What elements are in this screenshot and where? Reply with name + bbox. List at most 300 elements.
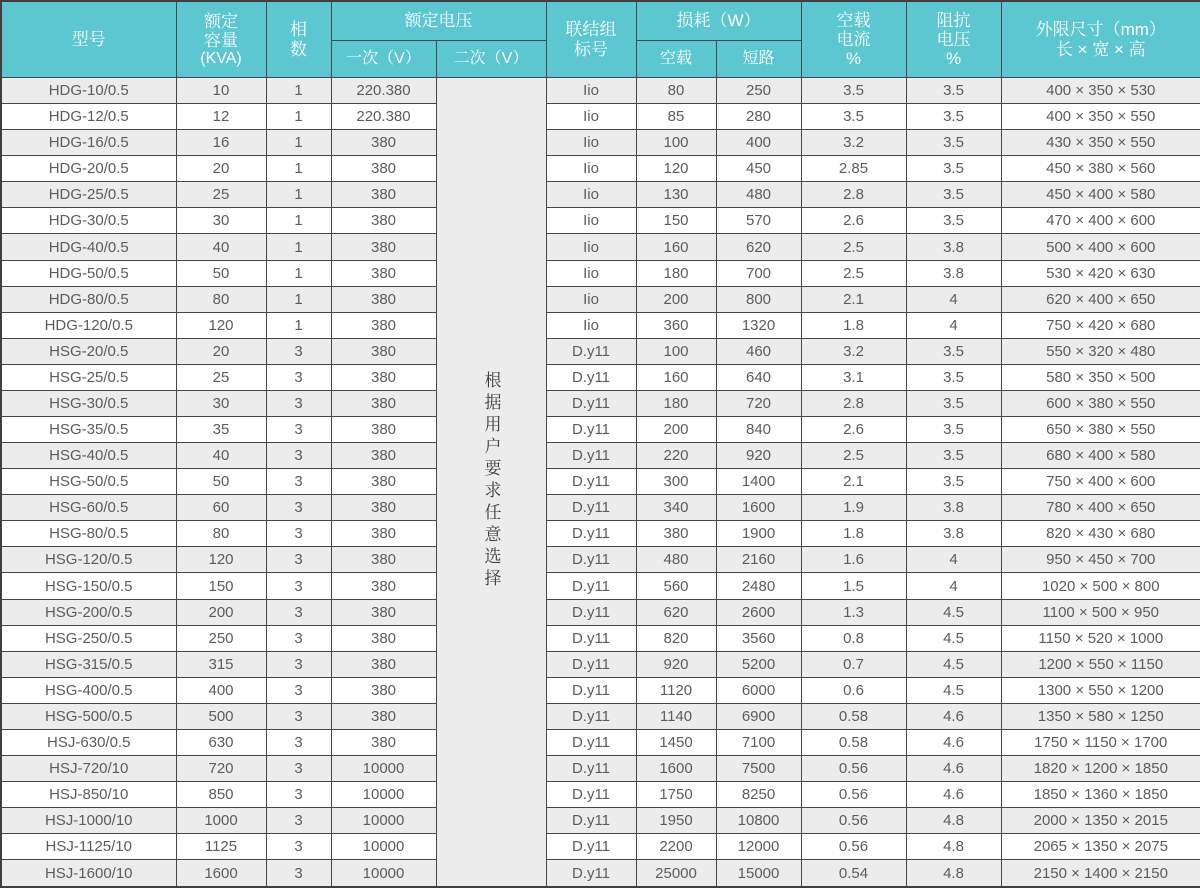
cell-primary: 380 [331, 312, 436, 338]
cell-primary: 380 [331, 260, 436, 286]
header-primary-voltage: 一次（V） [331, 41, 436, 78]
cell-model: HSG-60/0.5 [1, 495, 176, 521]
cell-phase: 3 [266, 417, 331, 443]
cell-model: HSG-40/0.5 [1, 443, 176, 469]
cell-impedance: 3.8 [906, 234, 1001, 260]
table-row [1, 312, 1200, 338]
cell-short: 7500 [716, 756, 801, 782]
cell-group: D.y11 [546, 651, 636, 677]
cell-phase: 3 [266, 573, 331, 599]
cell-short: 460 [716, 338, 801, 364]
cell-dims: 400 × 350 × 550 [1001, 104, 1200, 130]
cell-impedance: 4 [906, 573, 1001, 599]
cell-group: D.y11 [546, 599, 636, 625]
cell-group: D.y11 [546, 808, 636, 834]
cell-phase: 3 [266, 547, 331, 573]
cell-primary: 380 [331, 443, 436, 469]
cell-primary: 220.380 [331, 104, 436, 130]
cell-current: 0.7 [801, 651, 906, 677]
cell-noload: 920 [636, 651, 716, 677]
cell-primary: 380 [331, 338, 436, 364]
cell-primary: 380 [331, 234, 436, 260]
cell-phase: 1 [266, 78, 331, 104]
cell-short: 8250 [716, 782, 801, 808]
cell-dims: 950 × 450 × 700 [1001, 547, 1200, 573]
cell-kva: 200 [176, 599, 266, 625]
cell-kva: 25 [176, 182, 266, 208]
cell-primary: 380 [331, 625, 436, 651]
cell-short: 1900 [716, 521, 801, 547]
table-row [1, 234, 1200, 260]
cell-model: HSG-250/0.5 [1, 625, 176, 651]
cell-phase: 3 [266, 521, 331, 547]
table-row [1, 443, 1200, 469]
cell-current: 2.8 [801, 390, 906, 416]
cell-impedance: 3.8 [906, 521, 1001, 547]
cell-model: HSG-500/0.5 [1, 703, 176, 729]
cell-noload: 160 [636, 364, 716, 390]
cell-impedance: 3.5 [906, 469, 1001, 495]
cell-noload: 1450 [636, 729, 716, 755]
table-row [1, 130, 1200, 156]
cell-current: 3.2 [801, 130, 906, 156]
cell-noload: 560 [636, 573, 716, 599]
header-loss-short: 短路 [716, 41, 801, 78]
cell-noload: 1120 [636, 677, 716, 703]
cell-model: HDG-10/0.5 [1, 78, 176, 104]
cell-impedance: 4.8 [906, 834, 1001, 860]
cell-phase: 3 [266, 599, 331, 625]
cell-phase: 3 [266, 860, 331, 887]
cell-phase: 1 [266, 104, 331, 130]
cell-primary: 380 [331, 156, 436, 182]
cell-impedance: 4.5 [906, 625, 1001, 651]
cell-impedance: 4.5 [906, 677, 1001, 703]
cell-dims: 2000 × 1350 × 2015 [1001, 808, 1200, 834]
cell-group: D.y11 [546, 443, 636, 469]
cell-current: 1.8 [801, 521, 906, 547]
cell-current: 3.1 [801, 364, 906, 390]
secondary-voltage-note [436, 78, 546, 888]
cell-noload: 360 [636, 312, 716, 338]
cell-primary: 10000 [331, 834, 436, 860]
cell-kva: 35 [176, 417, 266, 443]
cell-model: HSG-25/0.5 [1, 364, 176, 390]
cell-group: D.y11 [546, 756, 636, 782]
cell-kva: 1000 [176, 808, 266, 834]
header-rated-voltage: 额定电压 [331, 1, 546, 41]
cell-group: Iio [546, 234, 636, 260]
cell-group: D.y11 [546, 364, 636, 390]
cell-impedance: 3.5 [906, 208, 1001, 234]
cell-noload: 80 [636, 78, 716, 104]
cell-dims: 530 × 420 × 630 [1001, 260, 1200, 286]
cell-phase: 1 [266, 208, 331, 234]
cell-noload: 380 [636, 521, 716, 547]
cell-current: 2.6 [801, 208, 906, 234]
cell-kva: 120 [176, 547, 266, 573]
cell-phase: 3 [266, 495, 331, 521]
cell-group: D.y11 [546, 390, 636, 416]
table-header [1, 1, 1200, 78]
cell-short: 620 [716, 234, 801, 260]
table-row [1, 286, 1200, 312]
cell-noload: 2200 [636, 834, 716, 860]
cell-phase: 3 [266, 651, 331, 677]
cell-group: D.y11 [546, 495, 636, 521]
cell-noload: 300 [636, 469, 716, 495]
cell-dims: 2065 × 1350 × 2075 [1001, 834, 1200, 860]
cell-primary: 10000 [331, 756, 436, 782]
cell-noload: 180 [636, 390, 716, 416]
cell-impedance: 4.6 [906, 729, 1001, 755]
cell-kva: 30 [176, 390, 266, 416]
cell-kva: 12 [176, 104, 266, 130]
cell-impedance: 3.5 [906, 104, 1001, 130]
cell-phase: 3 [266, 677, 331, 703]
cell-kva: 150 [176, 573, 266, 599]
cell-primary: 380 [331, 390, 436, 416]
cell-current: 2.5 [801, 443, 906, 469]
cell-noload: 480 [636, 547, 716, 573]
cell-impedance: 4 [906, 312, 1001, 338]
cell-group: D.y11 [546, 703, 636, 729]
cell-kva: 1600 [176, 860, 266, 887]
cell-dims: 1300 × 550 × 1200 [1001, 677, 1200, 703]
cell-phase: 3 [266, 756, 331, 782]
table-row [1, 625, 1200, 651]
cell-dims: 750 × 400 × 600 [1001, 469, 1200, 495]
cell-primary: 10000 [331, 782, 436, 808]
cell-phase: 1 [266, 182, 331, 208]
cell-kva: 80 [176, 521, 266, 547]
cell-impedance: 3.5 [906, 364, 1001, 390]
cell-model: HSJ-1125/10 [1, 834, 176, 860]
cell-kva: 40 [176, 443, 266, 469]
cell-model: HDG-80/0.5 [1, 286, 176, 312]
cell-model: HSG-150/0.5 [1, 573, 176, 599]
cell-model: HSG-20/0.5 [1, 338, 176, 364]
cell-current: 0.54 [801, 860, 906, 887]
cell-short: 1600 [716, 495, 801, 521]
cell-current: 0.56 [801, 808, 906, 834]
cell-group: D.y11 [546, 729, 636, 755]
cell-current: 2.5 [801, 234, 906, 260]
cell-group: D.y11 [546, 573, 636, 599]
cell-primary: 380 [331, 182, 436, 208]
cell-current: 0.56 [801, 782, 906, 808]
table-row [1, 104, 1200, 130]
cell-current: 2.6 [801, 417, 906, 443]
cell-short: 15000 [716, 860, 801, 887]
table-row [1, 417, 1200, 443]
cell-primary: 380 [331, 547, 436, 573]
cell-impedance: 3.8 [906, 495, 1001, 521]
cell-phase: 1 [266, 286, 331, 312]
cell-phase: 3 [266, 782, 331, 808]
cell-kva: 850 [176, 782, 266, 808]
table-row [1, 782, 1200, 808]
cell-short: 400 [716, 130, 801, 156]
cell-model: HDG-40/0.5 [1, 234, 176, 260]
secondary-note-text: 根据用户要求任意选择 [481, 370, 501, 591]
cell-impedance: 4.8 [906, 808, 1001, 834]
cell-current: 2.5 [801, 260, 906, 286]
table-row [1, 78, 1200, 104]
cell-impedance: 3.5 [906, 182, 1001, 208]
cell-primary: 10000 [331, 860, 436, 887]
cell-impedance: 3.5 [906, 130, 1001, 156]
cell-current: 0.8 [801, 625, 906, 651]
cell-kva: 30 [176, 208, 266, 234]
cell-primary: 380 [331, 495, 436, 521]
table-row [1, 260, 1200, 286]
cell-dims: 450 × 400 × 580 [1001, 182, 1200, 208]
cell-model: HSJ-720/10 [1, 756, 176, 782]
cell-dims: 550 × 320 × 480 [1001, 338, 1200, 364]
table-row [1, 364, 1200, 390]
cell-kva: 1125 [176, 834, 266, 860]
cell-noload: 100 [636, 338, 716, 364]
cell-phase: 3 [266, 443, 331, 469]
cell-phase: 3 [266, 834, 331, 860]
cell-group: Iio [546, 260, 636, 286]
cell-impedance: 4.6 [906, 782, 1001, 808]
cell-dims: 820 × 430 × 680 [1001, 521, 1200, 547]
cell-short: 570 [716, 208, 801, 234]
cell-model: HDG-50/0.5 [1, 260, 176, 286]
cell-short: 640 [716, 364, 801, 390]
cell-kva: 60 [176, 495, 266, 521]
cell-current: 1.8 [801, 312, 906, 338]
cell-group: D.y11 [546, 469, 636, 495]
cell-phase: 1 [266, 312, 331, 338]
table-row [1, 599, 1200, 625]
cell-group: Iio [546, 78, 636, 104]
cell-phase: 3 [266, 703, 331, 729]
cell-noload: 1140 [636, 703, 716, 729]
cell-short: 12000 [716, 834, 801, 860]
cell-primary: 380 [331, 573, 436, 599]
cell-dims: 580 × 350 × 500 [1001, 364, 1200, 390]
cell-current: 1.5 [801, 573, 906, 599]
cell-current: 1.3 [801, 599, 906, 625]
cell-dims: 1820 × 1200 × 1850 [1001, 756, 1200, 782]
table-row [1, 208, 1200, 234]
cell-primary: 10000 [331, 808, 436, 834]
cell-impedance: 4.8 [906, 860, 1001, 887]
cell-kva: 16 [176, 130, 266, 156]
cell-phase: 3 [266, 729, 331, 755]
table-row [1, 469, 1200, 495]
cell-dims: 650 × 380 × 550 [1001, 417, 1200, 443]
cell-noload: 340 [636, 495, 716, 521]
cell-dims: 680 × 400 × 580 [1001, 443, 1200, 469]
cell-model: HSJ-1000/10 [1, 808, 176, 834]
cell-model: HSG-50/0.5 [1, 469, 176, 495]
cell-kva: 50 [176, 469, 266, 495]
cell-short: 5200 [716, 651, 801, 677]
cell-noload: 130 [636, 182, 716, 208]
table-row [1, 860, 1200, 887]
cell-dims: 1020 × 500 × 800 [1001, 573, 1200, 599]
cell-kva: 20 [176, 156, 266, 182]
cell-noload: 220 [636, 443, 716, 469]
cell-noload: 160 [636, 234, 716, 260]
table-row [1, 338, 1200, 364]
table-row [1, 677, 1200, 703]
cell-current: 3.2 [801, 338, 906, 364]
cell-noload: 200 [636, 417, 716, 443]
cell-phase: 3 [266, 469, 331, 495]
table-row [1, 495, 1200, 521]
table-body [1, 78, 1200, 888]
cell-model: HSG-200/0.5 [1, 599, 176, 625]
table-row [1, 703, 1200, 729]
cell-phase: 1 [266, 156, 331, 182]
cell-impedance: 3.5 [906, 338, 1001, 364]
cell-current: 2.1 [801, 286, 906, 312]
cell-primary: 380 [331, 130, 436, 156]
cell-short: 480 [716, 182, 801, 208]
cell-model: HSG-30/0.5 [1, 390, 176, 416]
cell-short: 700 [716, 260, 801, 286]
cell-group: Iio [546, 130, 636, 156]
cell-group: D.y11 [546, 782, 636, 808]
table-row [1, 156, 1200, 182]
cell-primary: 380 [331, 208, 436, 234]
table-row [1, 390, 1200, 416]
cell-short: 2600 [716, 599, 801, 625]
cell-noload: 1600 [636, 756, 716, 782]
cell-kva: 40 [176, 234, 266, 260]
cell-current: 0.56 [801, 834, 906, 860]
cell-short: 6000 [716, 677, 801, 703]
cell-model: HDG-20/0.5 [1, 156, 176, 182]
cell-short: 280 [716, 104, 801, 130]
cell-impedance: 3.8 [906, 260, 1001, 286]
cell-model: HSG-400/0.5 [1, 677, 176, 703]
cell-dims: 1350 × 580 × 1250 [1001, 703, 1200, 729]
cell-model: HSJ-1600/10 [1, 860, 176, 887]
cell-noload: 1950 [636, 808, 716, 834]
cell-dims: 400 × 350 × 530 [1001, 78, 1200, 104]
cell-impedance: 4.6 [906, 703, 1001, 729]
cell-noload: 120 [636, 156, 716, 182]
cell-impedance: 3.5 [906, 78, 1001, 104]
cell-phase: 1 [266, 130, 331, 156]
cell-current: 1.6 [801, 547, 906, 573]
cell-kva: 50 [176, 260, 266, 286]
header-connection-group: 联结组 标号 [546, 1, 636, 78]
cell-dims: 470 × 400 × 600 [1001, 208, 1200, 234]
table-row [1, 729, 1200, 755]
cell-dims: 1150 × 520 × 1000 [1001, 625, 1200, 651]
cell-phase: 3 [266, 808, 331, 834]
cell-kva: 80 [176, 286, 266, 312]
header-loss-noload: 空载 [636, 41, 716, 78]
cell-primary: 380 [331, 364, 436, 390]
cell-phase: 3 [266, 625, 331, 651]
cell-current: 0.56 [801, 756, 906, 782]
cell-noload: 150 [636, 208, 716, 234]
cell-current: 3.5 [801, 104, 906, 130]
cell-model: HSG-120/0.5 [1, 547, 176, 573]
cell-short: 450 [716, 156, 801, 182]
cell-model: HDG-30/0.5 [1, 208, 176, 234]
cell-model: HSJ-850/10 [1, 782, 176, 808]
cell-short: 250 [716, 78, 801, 104]
table-row [1, 182, 1200, 208]
cell-impedance: 3.5 [906, 390, 1001, 416]
cell-model: HDG-16/0.5 [1, 130, 176, 156]
cell-impedance: 3.5 [906, 156, 1001, 182]
cell-dims: 450 × 380 × 560 [1001, 156, 1200, 182]
cell-impedance: 4 [906, 286, 1001, 312]
cell-impedance: 4 [906, 547, 1001, 573]
cell-short: 1400 [716, 469, 801, 495]
cell-current: 0.58 [801, 703, 906, 729]
cell-primary: 380 [331, 599, 436, 625]
cell-short: 2160 [716, 547, 801, 573]
header-loss: 损耗（W） [636, 1, 801, 41]
cell-dims: 1100 × 500 × 950 [1001, 599, 1200, 625]
cell-phase: 1 [266, 260, 331, 286]
cell-group: Iio [546, 312, 636, 338]
table-row [1, 521, 1200, 547]
cell-model: HDG-25/0.5 [1, 182, 176, 208]
cell-phase: 3 [266, 390, 331, 416]
cell-current: 0.6 [801, 677, 906, 703]
cell-primary: 220.380 [331, 78, 436, 104]
cell-noload: 85 [636, 104, 716, 130]
header-impedance-voltage: 阻抗 电压 % [906, 1, 1001, 78]
cell-dims: 500 × 400 × 600 [1001, 234, 1200, 260]
cell-kva: 20 [176, 338, 266, 364]
cell-kva: 720 [176, 756, 266, 782]
cell-impedance: 4.5 [906, 651, 1001, 677]
header-phase: 相 数 [266, 1, 331, 78]
cell-group: Iio [546, 182, 636, 208]
cell-noload: 1750 [636, 782, 716, 808]
cell-group: Iio [546, 286, 636, 312]
cell-short: 840 [716, 417, 801, 443]
cell-kva: 500 [176, 703, 266, 729]
cell-short: 7100 [716, 729, 801, 755]
cell-kva: 400 [176, 677, 266, 703]
header-capacity: 额定 容量 (KVA) [176, 1, 266, 78]
cell-current: 2.1 [801, 469, 906, 495]
cell-group: D.y11 [546, 521, 636, 547]
cell-short: 10800 [716, 808, 801, 834]
cell-group: D.y11 [546, 677, 636, 703]
cell-phase: 1 [266, 234, 331, 260]
table-row [1, 808, 1200, 834]
cell-group: D.y11 [546, 547, 636, 573]
cell-impedance: 3.5 [906, 417, 1001, 443]
header-noload-current: 空载 电流 % [801, 1, 906, 78]
cell-group: Iio [546, 208, 636, 234]
cell-current: 1.9 [801, 495, 906, 521]
cell-primary: 380 [331, 469, 436, 495]
cell-noload: 620 [636, 599, 716, 625]
cell-group: Iio [546, 156, 636, 182]
cell-dims: 1200 × 550 × 1150 [1001, 651, 1200, 677]
cell-phase: 3 [266, 364, 331, 390]
table-row [1, 834, 1200, 860]
header-dimensions: 外限尺寸（mm） 长 × 宽 × 高 [1001, 1, 1200, 78]
cell-impedance: 4.6 [906, 756, 1001, 782]
